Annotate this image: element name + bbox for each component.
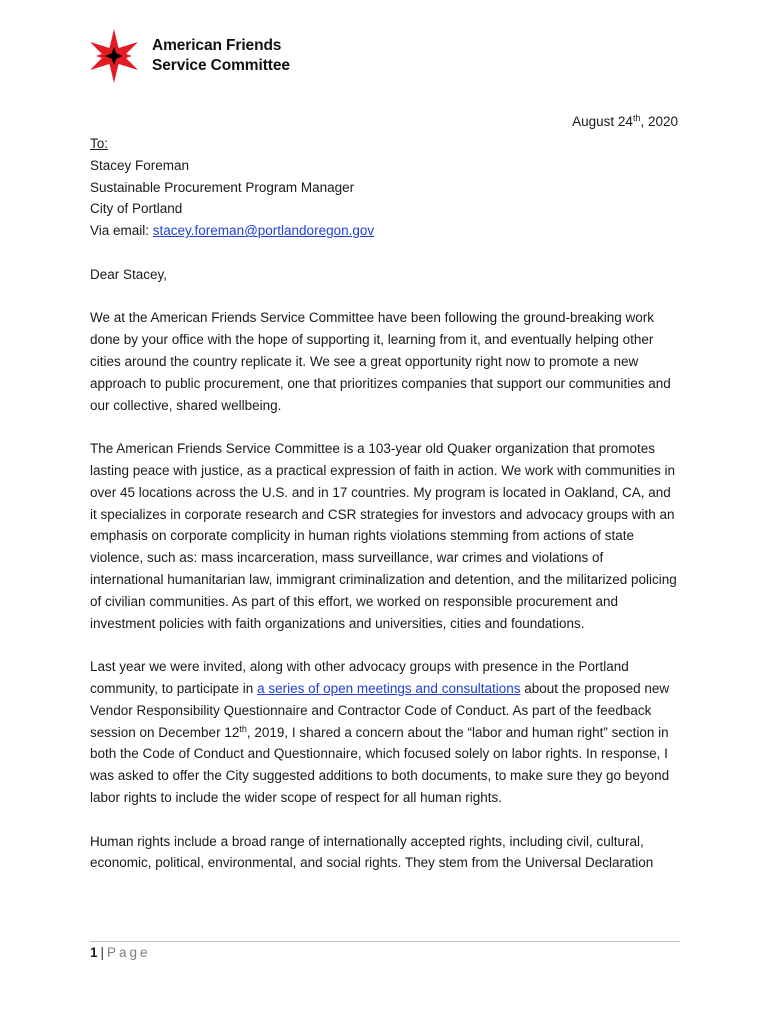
date-prefix: August 24: [572, 114, 633, 129]
recipient-org: City of Portland: [90, 201, 183, 217]
org-name-line1: American Friends: [152, 37, 282, 54]
star-logo-icon: [86, 28, 142, 84]
paragraph-4: Human rights include a broad range of internationally accepted rights, including civil, cultural, economic, political, environmental, and social rights. They stem from the Universal Declaration: [90, 833, 654, 871]
page-number: 1: [90, 945, 98, 960]
org-name: [152, 36, 290, 76]
date-suffix: , 2020: [640, 114, 678, 129]
letter-date: [572, 112, 678, 132]
via-label: Via email:: [90, 223, 153, 239]
org-name-line2: Service Committee: [152, 57, 290, 74]
page-label: Page: [107, 945, 151, 960]
page-footer: [90, 944, 151, 962]
letter-body: [90, 133, 680, 874]
recipient-title: Sustainable Procurement Program Manager: [90, 179, 355, 195]
org-logo: [86, 28, 290, 84]
to-label: To:: [90, 136, 109, 151]
paragraph-3: Last year we were invited, along with other advocacy groups with presence in the Portland community, to participate in a series of open meetings and consultations about the proposed new Vendor Responsibility Questionnaire and Contractor Code of Conduct. As part of the feedback session on December 12th, 2019, I shared a concern about the “labor and human right” section in both the Code of Conduct and Questionnaire, which focused solely on labor rights. In response, I was asked to offer the City suggested additions to both documents, to make sure they go beyond labor rights to include the wider scope of respect for all human rights.: [90, 659, 670, 805]
recipient-email-link[interactable]: stacey.foreman@portlandoregon.gov: [152, 223, 375, 239]
recipient-name: Stacey Foreman: [90, 157, 190, 173]
footer-separator: |: [100, 945, 105, 960]
salutation: Dear Stacey,: [90, 266, 168, 282]
paragraph-2: The American Friends Service Committee is a 103-year old Quaker organization that promotes lasting peace with justice, as a practical expression of faith in action. We work with communities in over 45 locations across the U.S. and in 17 countries. My program is located in Oakland, CA, and it specializes in corporate research and CSR strategies for investors and advocacy groups with an emphasis on corporate complicity in human rights violations stemming from actions of state violence, such as: mass incarceration, mass surveillance, war crimes and violations of international humanitarian law, immigrant criminalization and detention, and the militarized policing of civilian communities. As part of this effort, we worked on responsible procurement and investment policies with faith organizations and universities, cities and foundations.: [90, 441, 677, 631]
date-ordinal: th: [632, 113, 641, 123]
recipient-email-line: [90, 220, 680, 242]
paragraph-1: We at the American Friends Service Committee have been following the ground-breaking work done by your office with the hope of supporting it, learning from it, and eventually helping other cities around the country replicate it. We see a great opportunity right now to promote a new approach to public procurement, one that prioritizes companies that support our communities and our collective, shared wellbeing.: [90, 310, 671, 413]
meetings-link[interactable]: a series of open meetings and consultations: [257, 680, 521, 696]
footer-divider: [90, 941, 680, 942]
